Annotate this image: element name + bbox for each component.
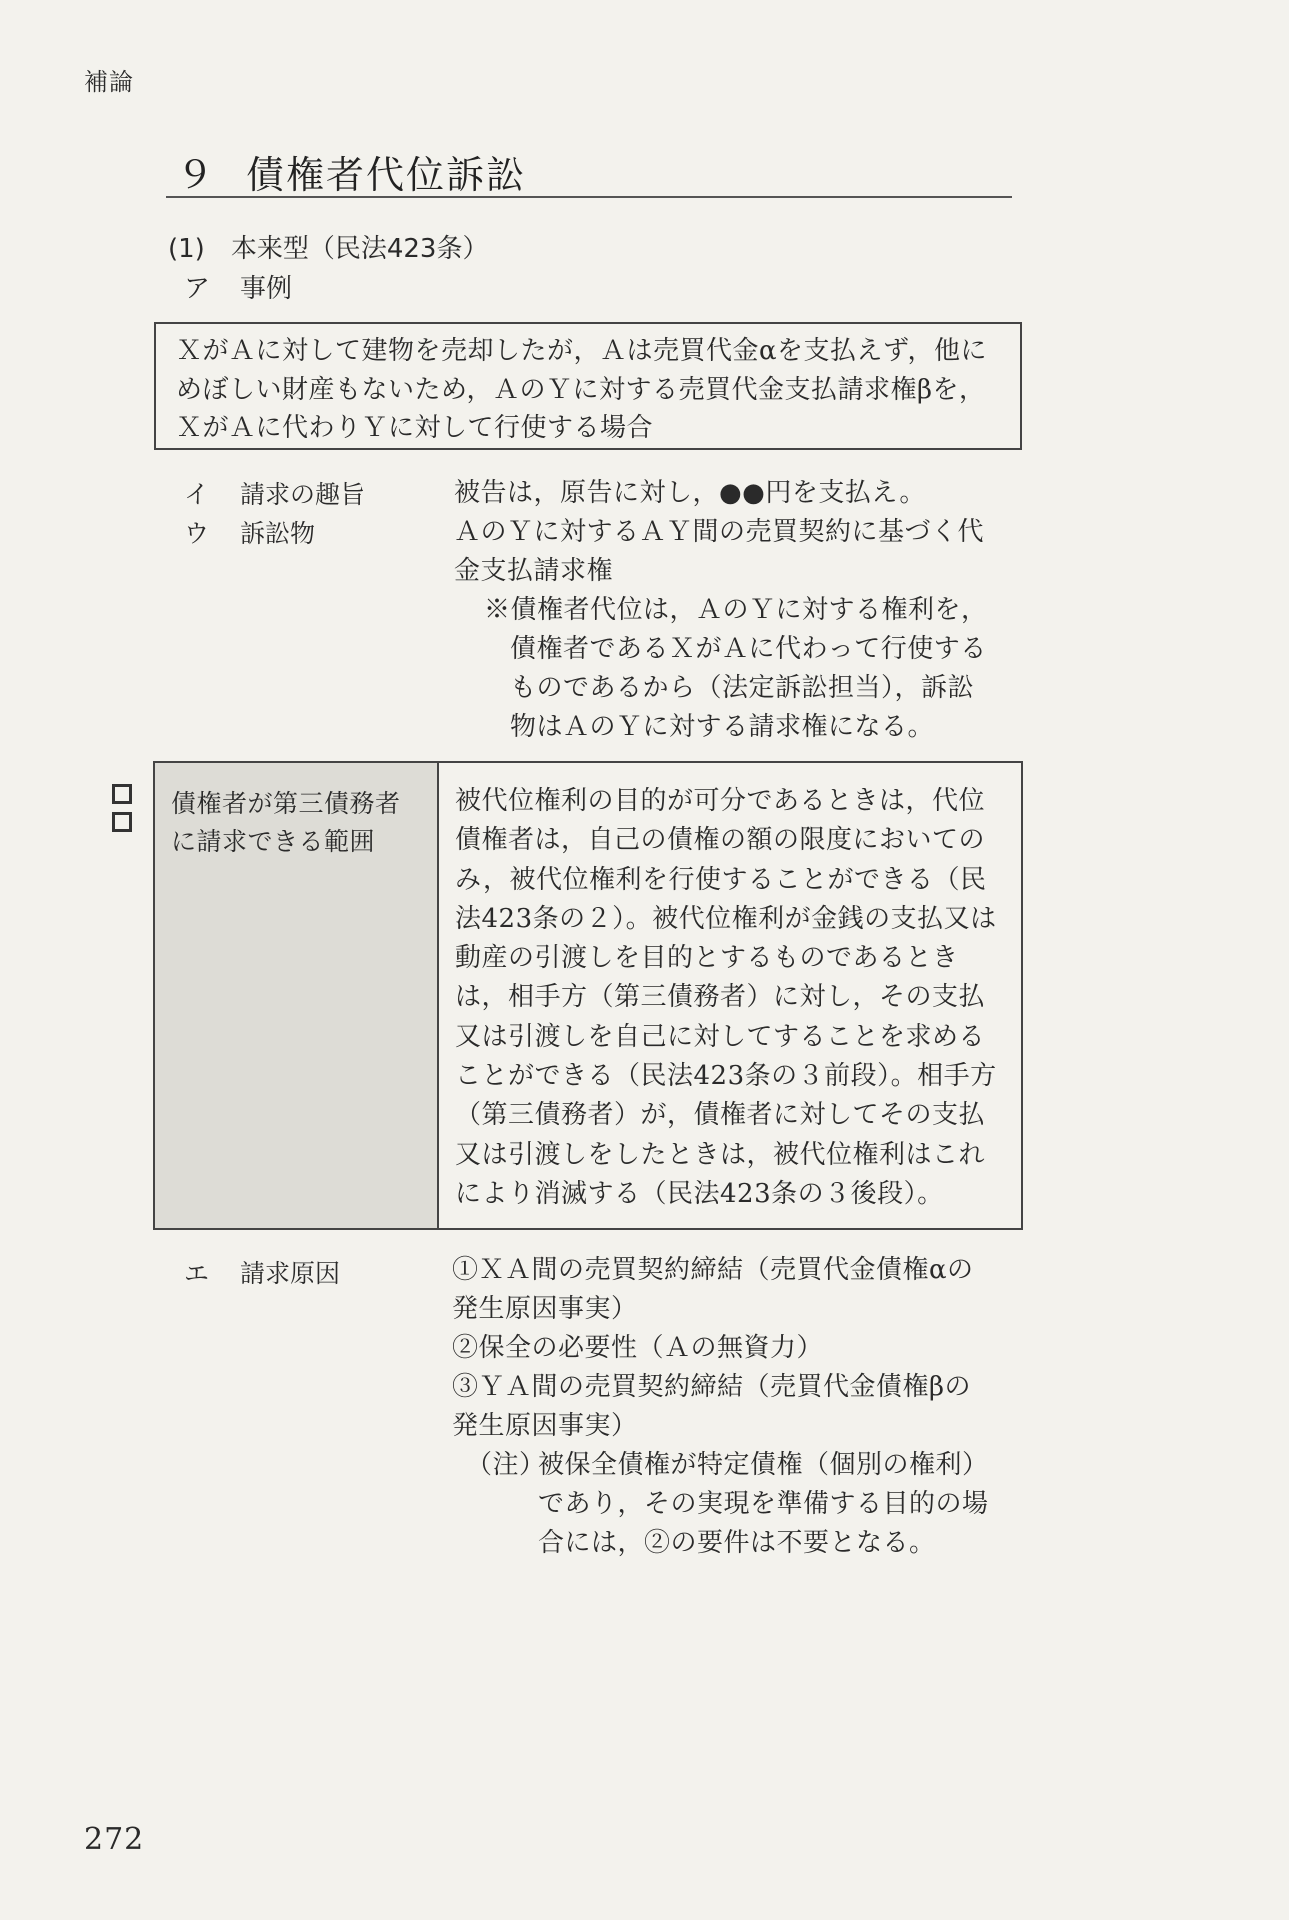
- item-i-heading: [184, 475, 365, 511]
- item-a-heading: [184, 268, 292, 305]
- item-e-label: 請求原因: [240, 1259, 341, 1288]
- scope-body-line: 法423条の２）。被代位権利が金銭の支払又は: [455, 903, 997, 934]
- scope-body-line: 又は引渡しをしたときは，被代位権利はこれ: [455, 1139, 986, 1170]
- scope-body-line: ことができる（民法423条の３前段）。相手方: [455, 1061, 997, 1092]
- case-line: めぼしい財産もないため，ＡのＹに対する売買代金支払請求権βを，: [176, 374, 986, 405]
- item-u-note-line: ものであるから（法定訴訟担当），訴訟: [510, 673, 975, 703]
- scope-table: [153, 761, 1023, 1230]
- case-text: [176, 332, 1004, 448]
- scope-body-line: （第三債務者）が，債権者に対してその支払: [455, 1100, 986, 1131]
- item-e-note: [538, 1446, 989, 1563]
- running-head: 補論: [84, 68, 134, 96]
- item-i-text: 被告は，原告に対し，●●円を支払え。: [454, 478, 926, 508]
- section-title-text: 債権者代位訴訟: [246, 153, 527, 197]
- section-number: ９: [176, 153, 217, 197]
- item-e-line: ②保全の必要性（Ａの無資力）: [452, 1333, 824, 1363]
- item-e-line: ①ＸＡ間の売買契約締結（売買代金債権αの: [452, 1255, 974, 1285]
- item-a-kana: ア: [184, 274, 211, 304]
- subsection-heading: (1) 本来型（民法423条）: [168, 234, 489, 264]
- scope-heading-line: に請求できる範囲: [171, 827, 376, 856]
- item-u-kana: ウ: [184, 519, 210, 548]
- section-title: [176, 144, 526, 199]
- item-e-text: [452, 1251, 974, 1446]
- item-u-line: ＡのＹに対するＡＹ間の売買契約に基づく代: [454, 517, 985, 547]
- scope-heading: [171, 785, 401, 861]
- item-e-heading: [184, 1254, 340, 1290]
- scope-body-line: は，相手方（第三債務者）に対し，その支払: [455, 982, 986, 1013]
- scope-body-line: 被代位権利の目的が可分であるときは，代位: [455, 786, 986, 816]
- item-e-note-mark: （注）: [466, 1450, 546, 1480]
- scope-body-line: 動産の引渡しを目的とするものであるとき: [455, 943, 959, 974]
- case-box: [154, 322, 1022, 450]
- scope-body: [455, 782, 1007, 1214]
- checkbox-icon[interactable]: [112, 784, 132, 804]
- item-u-note: [484, 591, 988, 747]
- item-e-line: ③ＹＡ間の売買契約締結（売買代金債権βの: [452, 1372, 972, 1402]
- item-u-note-line: 物はＡのＹに対する請求権になる。: [510, 712, 935, 742]
- case-line: ＸがＡに対して建物を売却したが，Ａは売買代金αを支払えず，他に: [176, 336, 987, 366]
- scope-body-line: 債権者は，自己の債権の額の限度においての: [455, 825, 986, 856]
- item-u-note-line: ※債権者代位は，ＡのＹに対する権利を，: [484, 595, 988, 625]
- item-a-label: 事例: [240, 274, 293, 304]
- item-e-note-line: 被保全債権が特定債権（個別の権利）: [538, 1450, 989, 1480]
- item-u-note-line: 債権者であるＸがＡに代わって行使する: [510, 634, 987, 664]
- item-e-line: 発生原因事実）: [452, 1411, 638, 1441]
- scope-heading-cell: [155, 763, 439, 1228]
- checkbox-icon[interactable]: [112, 812, 132, 832]
- scope-heading-line: 債権者が第三債務者: [171, 789, 401, 818]
- item-e-note-line: 合には，②の要件は不要となる。: [538, 1528, 936, 1558]
- scope-body-line: により消滅する（民法423条の３後段）。: [455, 1178, 944, 1209]
- item-e-line: 発生原因事実）: [452, 1294, 638, 1324]
- item-e-kana: エ: [184, 1259, 210, 1288]
- item-u-text: [454, 513, 984, 591]
- item-u-heading: [184, 514, 315, 550]
- case-line: ＸがＡに代わりＹに対して行使する場合: [176, 413, 654, 443]
- item-u-line: 金支払請求権: [454, 556, 614, 586]
- page-number: 272: [84, 1822, 145, 1857]
- item-e-note-line: であり，その実現を準備する目的の場: [538, 1489, 989, 1519]
- section-title-rule: [166, 196, 1012, 198]
- item-i-kana: イ: [184, 480, 210, 509]
- scope-body-line: 又は引渡しを自己に対してすることを求める: [455, 1021, 986, 1052]
- item-u-label: 訴訟物: [240, 519, 316, 548]
- scope-body-line: み，被代位権利を行使することができる（民: [455, 864, 987, 895]
- item-i-label: 請求の趣旨: [240, 480, 366, 509]
